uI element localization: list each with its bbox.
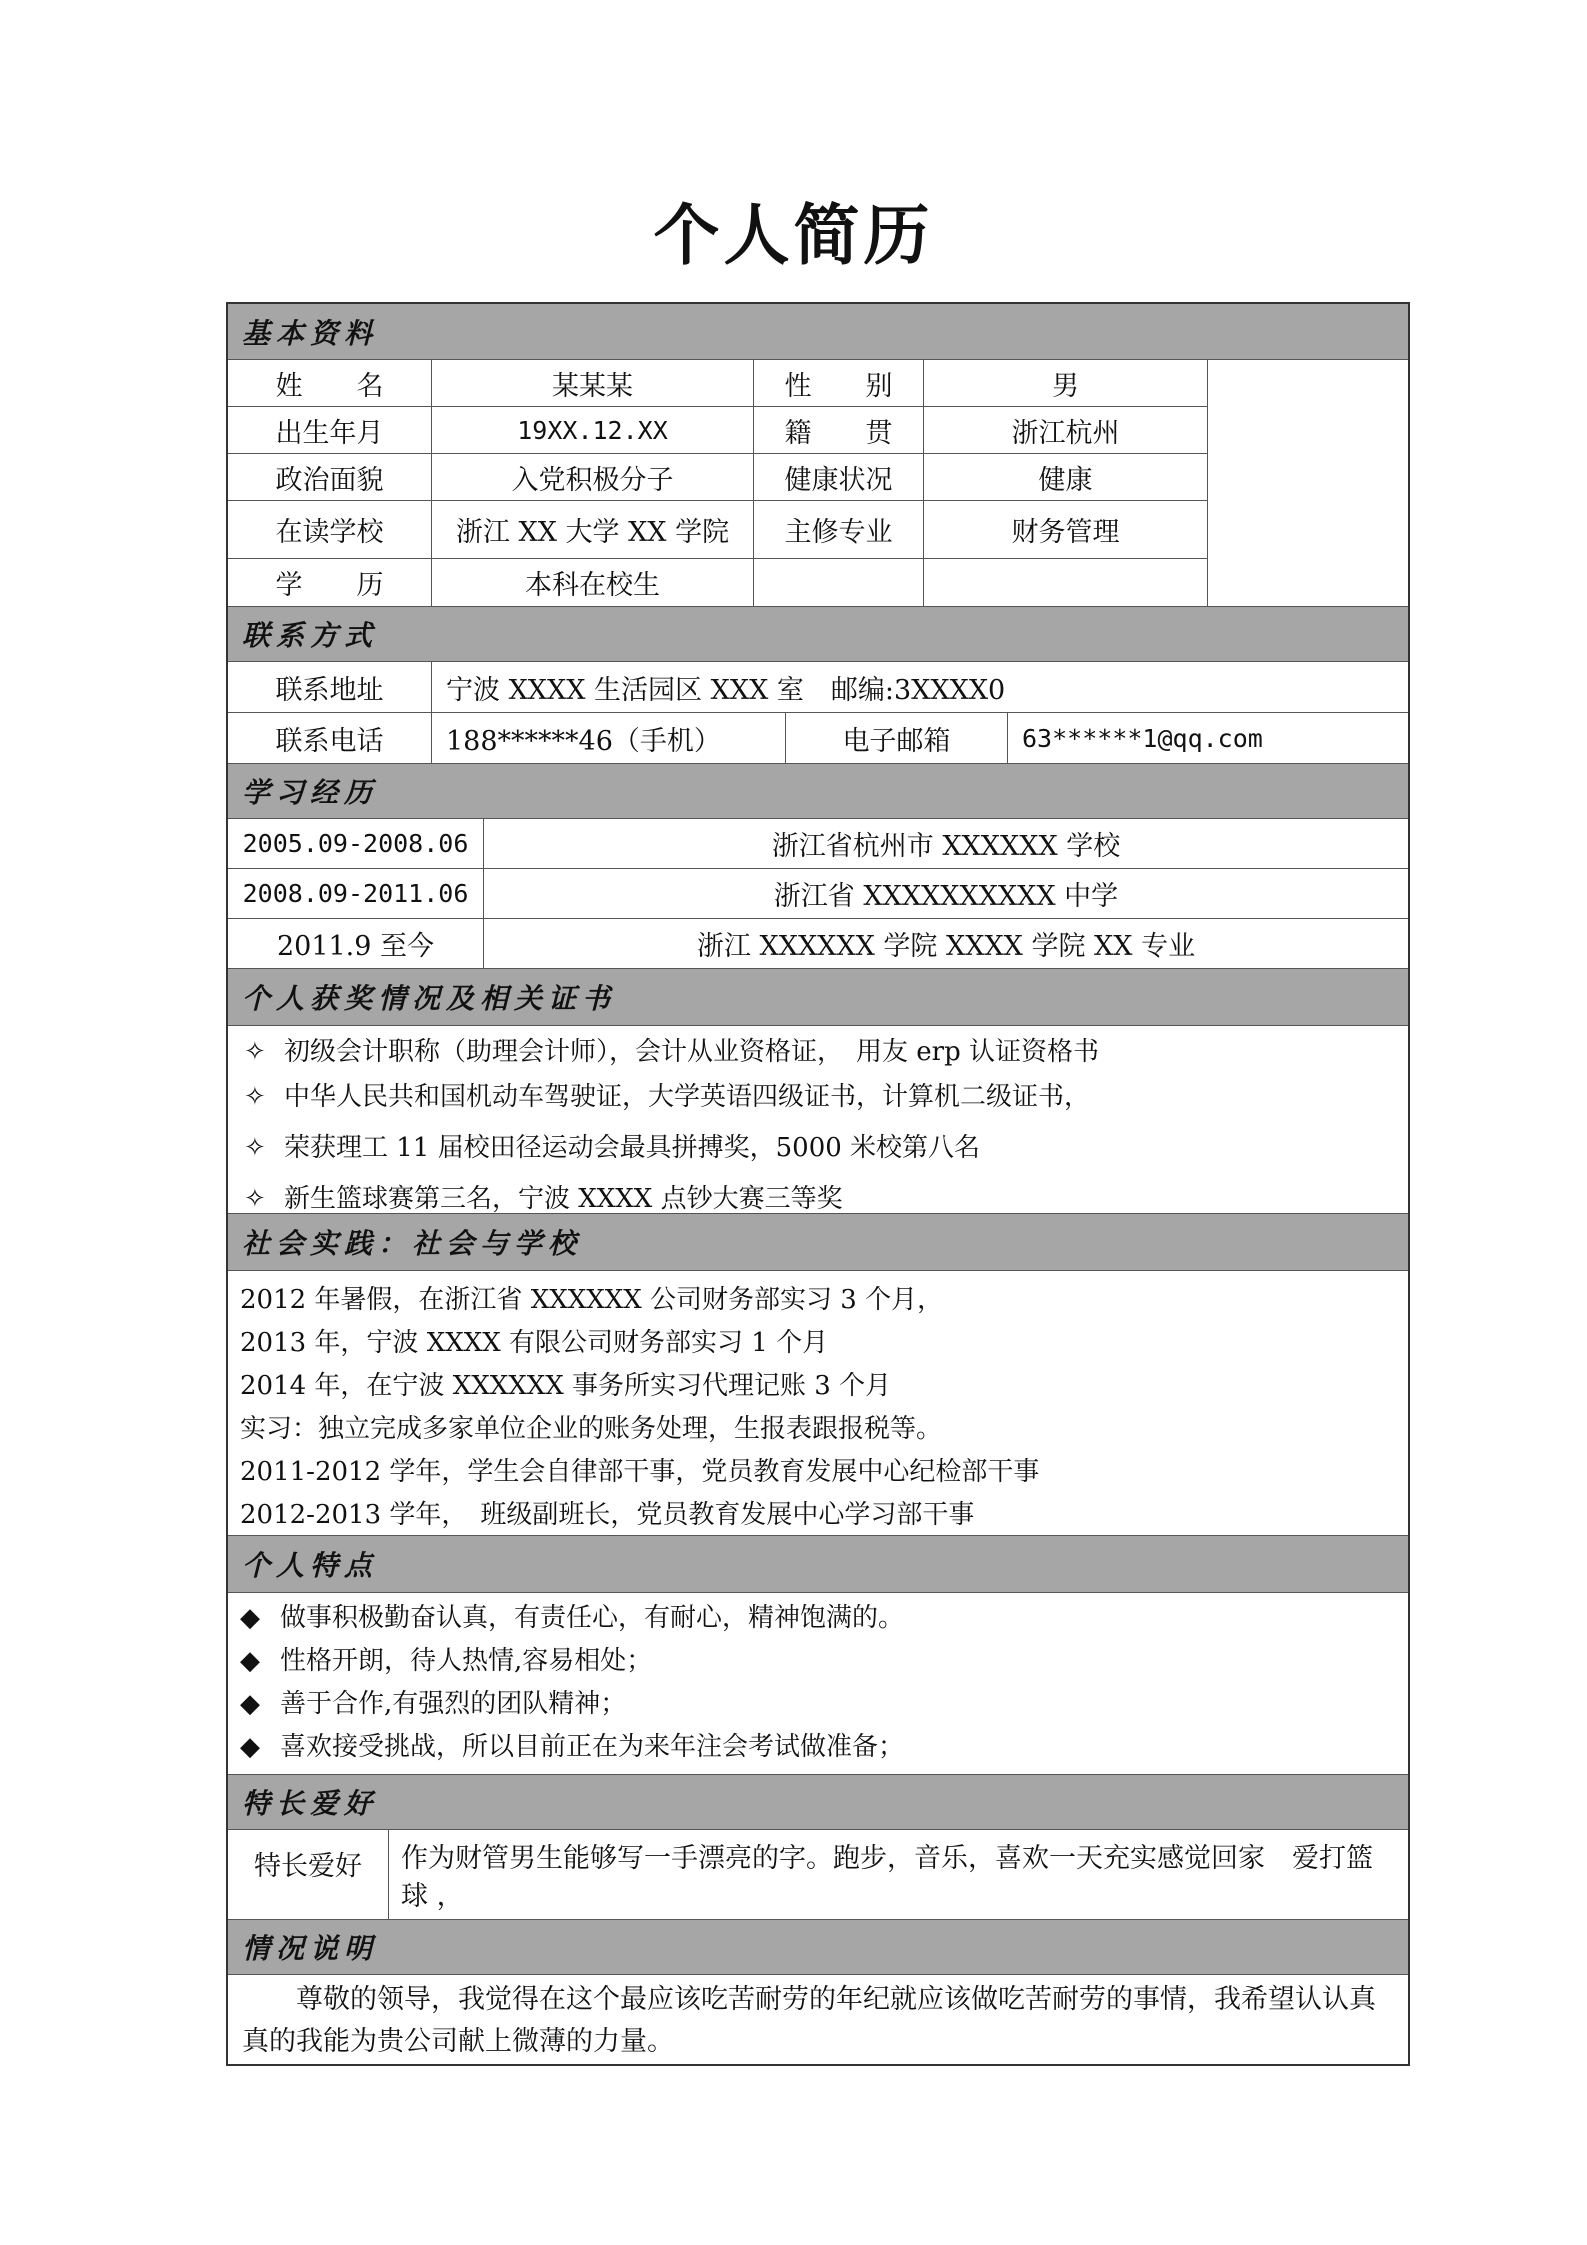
section-title: 联系方式 — [242, 619, 379, 652]
traits-list — [228, 1592, 1408, 1774]
diamond-icon: ◆ — [240, 1732, 260, 1762]
star-icon: ✧ — [244, 1037, 266, 1067]
table-row — [228, 1829, 1408, 1919]
section-header-statement — [228, 1919, 1408, 1974]
phone-value: 188******46（手机） — [431, 713, 785, 763]
field-value: 男 — [923, 360, 1207, 406]
table-row — [228, 918, 1408, 968]
list-item: 2013 年，宁波 XXXX 有限公司财务部实习 1 个月 — [240, 1328, 829, 1358]
education-school: 浙江省 XXXXXXXXXX 中学 — [483, 869, 1408, 918]
field-label: 籍 贯 — [753, 407, 923, 453]
star-icon: ✧ — [244, 1133, 266, 1163]
section-header-traits — [228, 1535, 1408, 1592]
section-header-basic — [228, 304, 1408, 359]
email-value: 63******1@qq.com — [1007, 713, 1408, 763]
table-row — [228, 868, 1408, 918]
education-school: 浙江省杭州市 XXXXXX 学校 — [483, 819, 1408, 868]
section-header-contact — [228, 606, 1408, 661]
basic-info-fields — [228, 359, 1207, 606]
list-item: 实习：独立完成多家单位企业的账务处理，生报表跟报税等。 — [240, 1414, 943, 1444]
education-period: 2005.09-2008.06 — [242, 829, 469, 858]
field-value: 健康 — [923, 454, 1207, 500]
list-item: ◆ 性格开朗，待人热情,容易相处； — [240, 1640, 1396, 1683]
section-header-awards — [228, 968, 1408, 1025]
section-title: 特长爱好 — [242, 1787, 379, 1820]
table-row — [228, 712, 1408, 763]
diamond-icon: ◆ — [240, 1689, 260, 1719]
section-title: 情况说明 — [242, 1932, 379, 1965]
field-value — [923, 559, 1207, 606]
diamond-icon: ◆ — [240, 1603, 260, 1633]
awards-list — [228, 1025, 1408, 1213]
list-item: 2014 年，在宁波 XXXXXX 事务所实习代理记账 3 个月 — [240, 1371, 892, 1401]
table-row — [228, 661, 1408, 712]
field-label: 学 历 — [275, 570, 384, 601]
education-period: 2008.09-2011.06 — [242, 879, 469, 908]
email-label: 电子邮箱 — [785, 713, 1007, 763]
field-label: 姓 名 — [275, 370, 384, 402]
phone-label: 联系电话 — [275, 725, 384, 757]
field-value: 某某某 — [431, 360, 753, 406]
table-row — [228, 558, 1207, 606]
page-title: 个人简历 — [653, 196, 934, 274]
hobbies-value: 作为财管男生能够写一手漂亮的字。跑步，音乐，喜欢一天充实感觉回家 爱打篮球 ， — [388, 1830, 1408, 1919]
section-title: 学习经历 — [242, 776, 379, 809]
address-value: 宁波 XXXX 生活园区 XXX 室 邮编:3XXXX0 — [431, 662, 1408, 712]
basic-info — [228, 359, 1408, 606]
table-row — [228, 453, 1207, 500]
table-row — [228, 500, 1207, 558]
field-value: 19XX.12.XX — [431, 407, 753, 453]
list-item: 2012-2013 学年， 班级副班长，党员教育发展中心学习部干事 — [240, 1500, 975, 1530]
list-item: ✧ 新生篮球赛第三名，宁波 XXXX 点钞大赛三等奖 — [244, 1177, 1392, 1222]
list-item: 2011-2012 学年，学生会自律部干事，党员教育发展中心纪检部干事 — [240, 1457, 1040, 1487]
resume-table — [226, 302, 1410, 2066]
table-row — [228, 406, 1207, 453]
list-item: ◆ 做事积极勤奋认真，有责任心，有耐心，精神饱满的。 — [240, 1597, 1396, 1640]
field-label: 政治面貌 — [275, 464, 384, 496]
section-header-education — [228, 763, 1408, 818]
field-label: 性 别 — [753, 360, 923, 406]
star-icon: ✧ — [244, 1184, 266, 1214]
field-label — [753, 559, 923, 606]
practice-list — [228, 1270, 1408, 1535]
table-row — [228, 359, 1207, 406]
field-label: 在读学校 — [275, 517, 384, 548]
list-item: ✧ 初级会计职称（助理会计师），会计从业资格证， 用友 erp 认证资格书 — [244, 1030, 1392, 1075]
list-item: 2012 年暑假，在浙江省 XXXXXX 公司财务部实习 3 个月， — [240, 1285, 944, 1315]
statement-text: 尊敬的领导，我觉得在这个最应该吃苦耐劳的年纪就应该做吃苦耐劳的事情，我希望认认真真的我能为贵公司献上微薄的力量。 — [228, 1974, 1408, 2064]
field-value: 财务管理 — [923, 501, 1207, 558]
field-value: 浙江 XX 大学 XX 学院 — [431, 501, 753, 558]
section-title: 个人特点 — [242, 1549, 379, 1582]
field-label: 主修专业 — [753, 501, 923, 558]
education-period: 2011.9 至今 — [276, 931, 435, 962]
address-label: 联系地址 — [275, 674, 384, 706]
field-value: 本科在校生 — [431, 559, 753, 606]
section-title: 社会实践：社会与学校 — [242, 1227, 583, 1260]
diamond-icon: ◆ — [240, 1646, 260, 1676]
hobbies-label: 特长爱好 — [254, 1851, 362, 1882]
section-header-hobbies — [228, 1774, 1408, 1829]
field-value: 浙江杭州 — [923, 407, 1207, 453]
list-item: ✧ 中华人民共和国机动车驾驶证，大学英语四级证书，计算机二级证书， — [244, 1075, 1392, 1120]
field-value: 入党积极分子 — [431, 454, 753, 500]
table-row — [228, 818, 1408, 868]
star-icon: ✧ — [244, 1082, 266, 1112]
list-item: ✧ 荣获理工 11 届校田径运动会最具拼搏奖，5000 米校第八名 — [244, 1126, 1392, 1171]
list-item: ◆ 喜欢接受挑战，所以目前正在为来年注会考试做准备； — [240, 1726, 1396, 1769]
section-title: 基本资料 — [242, 316, 379, 350]
education-school: 浙江 XXXXXX 学院 XXXX 学院 XX 专业 — [483, 919, 1408, 968]
section-title: 个人获奖情况及相关证书 — [242, 982, 617, 1015]
field-label: 健康状况 — [753, 454, 923, 500]
list-item: ◆ 善于合作,有强烈的团队精神； — [240, 1683, 1396, 1726]
field-label: 出生年月 — [275, 417, 384, 449]
photo-box — [1207, 359, 1408, 606]
